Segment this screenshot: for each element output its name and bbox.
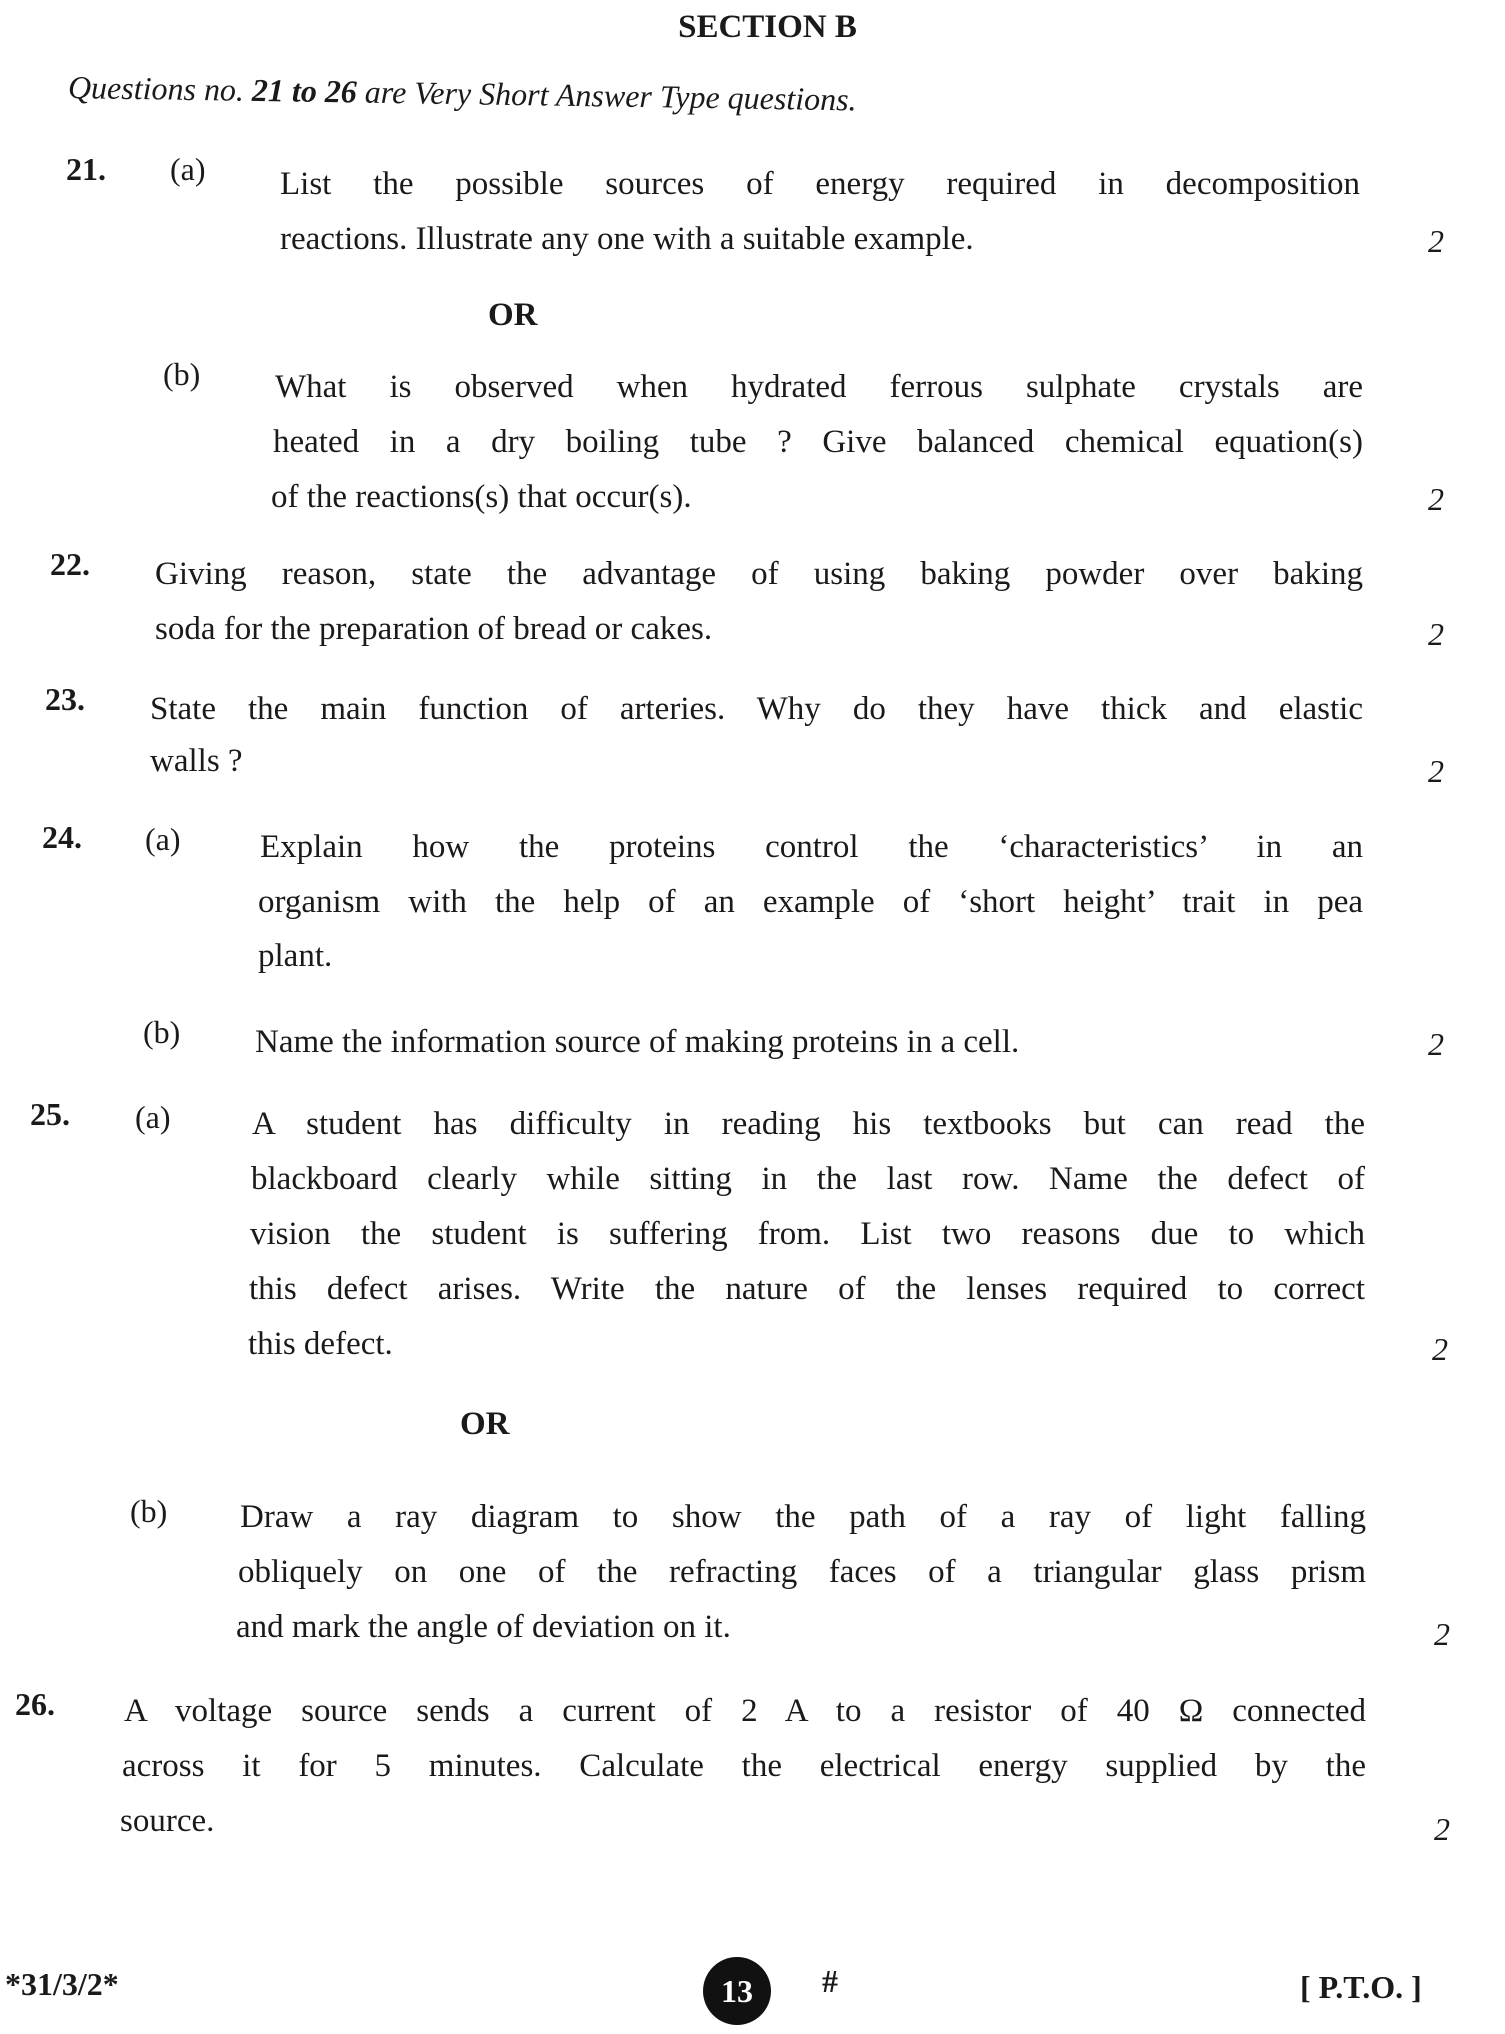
or-label: OR xyxy=(460,1406,510,1442)
section-title: SECTION B xyxy=(678,9,857,45)
marks: 2 xyxy=(1428,481,1444,517)
question-text: State the main function of arteries. Why do they have thick and elastic xyxy=(150,691,1363,727)
part-label: (b) xyxy=(143,1014,181,1050)
or-label: OR xyxy=(488,297,538,333)
question-number: 21. xyxy=(66,151,106,187)
question-text: List the possible sources of energy required in decomposition xyxy=(280,166,1360,202)
question-text: this defect arises. Write the nature of the lenses required to correct xyxy=(249,1271,1365,1307)
question-text: Giving reason, state the advantage of using baking powder over baking xyxy=(155,556,1363,592)
part-label: (a) xyxy=(145,821,181,857)
question-text: and mark the angle of deviation on it. xyxy=(236,1609,731,1645)
question-text: vision the student is suffering from. List two reasons due to which xyxy=(250,1216,1365,1252)
question-text: obliquely on one of the refracting faces of a triangular glass prism xyxy=(238,1554,1366,1590)
part-label: (b) xyxy=(130,1493,168,1529)
pto-label: [ P.T.O. ] xyxy=(1300,1969,1422,2005)
question-text: What is observed when hydrated ferrous sulphate crystals are xyxy=(275,369,1363,405)
marks: 2 xyxy=(1428,616,1444,652)
question-text: reactions. Illustrate any one with a suitable example. xyxy=(280,221,974,257)
question-text: A student has difficulty in reading his textbooks but can read the xyxy=(252,1106,1365,1142)
question-text: Draw a ray diagram to show the path of a ray of light falling xyxy=(240,1499,1366,1535)
question-text: source. xyxy=(120,1803,215,1839)
question-number: 25. xyxy=(30,1096,70,1132)
question-text: plant. xyxy=(258,938,333,974)
question-text: Name the information source of making proteins in a cell. xyxy=(255,1024,1020,1060)
question-text: heated in a dry boiling tube ? Give balanced chemical equation(s) xyxy=(273,424,1363,460)
question-text: organism with the help of an example of ‘short height’ trait in pea xyxy=(258,884,1363,920)
question-text: across it for 5 minutes. Calculate the electrical energy supplied by the xyxy=(122,1748,1366,1784)
question-number: 23. xyxy=(45,681,85,717)
question-text: A voltage source sends a current of 2 A to a resistor of 40 Ω connected xyxy=(124,1693,1366,1729)
question-text: walls ? xyxy=(150,743,243,779)
paper-code: *31/3/2* xyxy=(5,1966,119,2002)
marks: 2 xyxy=(1428,223,1444,259)
question-text: this defect. xyxy=(248,1326,393,1362)
part-label: (b) xyxy=(163,356,201,392)
instructions xyxy=(68,68,857,119)
marks: 2 xyxy=(1428,1026,1444,1062)
part-label: (a) xyxy=(135,1099,171,1135)
question-text: blackboard clearly while sitting in the last row. Name the defect of xyxy=(251,1161,1365,1197)
hash-mark: # xyxy=(822,1963,838,1999)
question-number: 26. xyxy=(15,1686,55,1722)
instr-pre: Questions no. xyxy=(67,69,253,108)
question-text: of the reactions(s) that occur(s). xyxy=(271,479,692,515)
question-text: Explain how the proteins control the ‘characteristics’ in an xyxy=(260,829,1363,865)
marks: 2 xyxy=(1434,1616,1450,1652)
question-number: 24. xyxy=(42,819,82,855)
instr-range: 21 to 26 xyxy=(251,71,358,110)
part-label: (a) xyxy=(170,151,206,187)
marks: 2 xyxy=(1434,1811,1450,1847)
page-number: 13 xyxy=(703,1957,771,2025)
instr-post: are Very Short Answer Type questions. xyxy=(356,73,857,118)
question-text: soda for the preparation of bread or cakes. xyxy=(155,611,713,647)
question-number: 22. xyxy=(50,546,90,582)
marks: 2 xyxy=(1432,1331,1448,1367)
marks: 2 xyxy=(1428,753,1444,789)
